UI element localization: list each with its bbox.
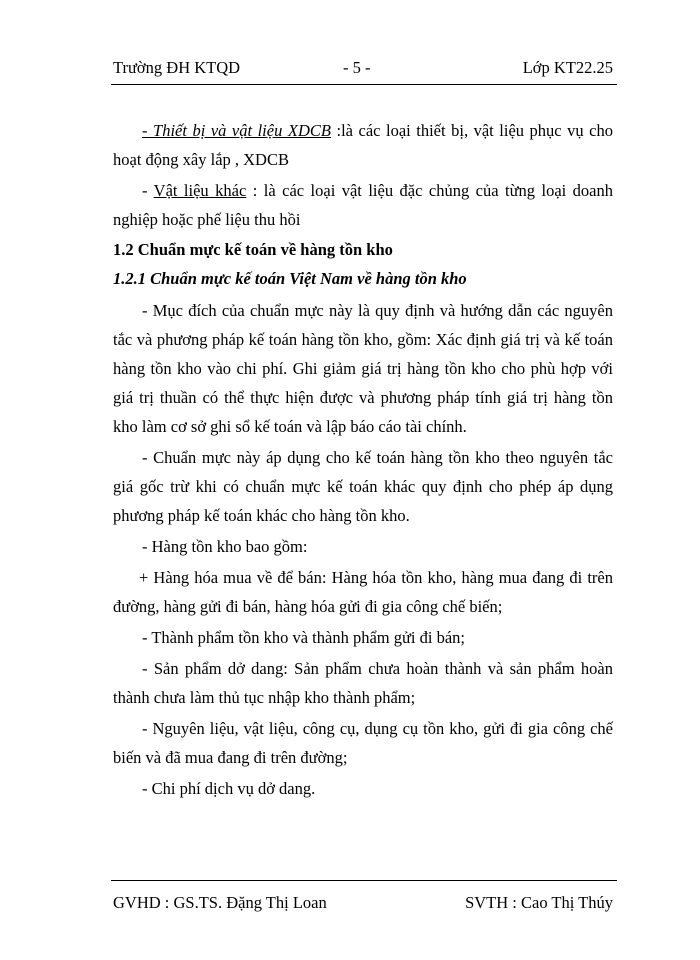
header-divider — [111, 84, 617, 85]
paragraph-scope: - Chuẩn mực này áp dụng cho kế toán hàng tồn kho theo nguyên tắc giá gốc trừ khi có chuẩn mực kế toán khác quy định cho phép áp dụng phương pháp kế toán khác cho hàng tồn kho. — [113, 448, 613, 525]
list-item-services: - Chi phí dịch vụ dở dang. — [142, 779, 316, 798]
dash: - — [142, 181, 154, 200]
list-item-finished-products: - Thành phẩm tồn kho và thành phẩm gửi đi bán; — [142, 628, 465, 647]
paragraph-inventory-includes: - Hàng tồn kho bao gồm: — [142, 537, 308, 556]
list-item-wip: - Sản phẩm dở dang: Sản phẩm chưa hoàn thành và sản phẩm hoàn thành chưa làm thủ tục nhập kho thành phẩm; — [113, 659, 613, 707]
paragraph-equipment — [113, 116, 613, 174]
list-item-materials: - Nguyên liệu, vật liệu, công cụ, dụng cụ tồn kho, gửi đi gia công chế biến và đã mua đang đi trên đường; — [113, 719, 613, 767]
footer-supervisor: GVHD : GS.TS. Đặng Thị Loan — [113, 893, 327, 912]
term-other-materials: Vật liệu khác — [153, 181, 247, 200]
footer-student: SVTH : Cao Thị Thúy — [465, 893, 613, 912]
paragraph-other-materials-text: : là các loại vật liệu đặc chủng của từng loại doanh nghiệp hoặc phế liệu thu hồi — [113, 181, 613, 229]
page-header — [113, 58, 613, 82]
header-school: Trường ĐH KTQD — [113, 58, 241, 77]
footer-divider — [111, 880, 617, 881]
page-footer — [113, 893, 613, 917]
paragraph-equipment-text: :là các loại thiết bị, vật liệu phục vụ cho hoạt động xây lắp , XDCB — [113, 121, 613, 169]
page-number: - 5 - — [343, 58, 371, 77]
term-equipment: - Thiết bị và vật liệu XDCB — [142, 121, 331, 140]
list-item-goods: + Hàng hóa mua về để bán: Hàng hóa tồn kho, hàng mua đang đi trên đường, hàng gửi đi bán, hàng hóa gửi đi gia công chế biến; — [113, 568, 613, 616]
header-class: Lớp KT22.25 — [522, 58, 613, 77]
paragraph-purpose: - Mục đích của chuẩn mực này là quy định và hướng dẫn các nguyên tắc và phương pháp kế toán hàng tồn kho, gồm: Xác định giá trị và kế toán hàng tồn kho vào chi phí. Ghi giảm giá trị hàng tồn kho cho phù hợp với giá trị thuần có thể thực hiện được và phương pháp tính giá trị hàng tồn kho làm cơ sở ghi sổ kế toán và lập báo cáo tài chính. — [113, 301, 613, 436]
page-body — [113, 116, 613, 803]
paragraph-other-materials — [113, 176, 613, 234]
section-heading: 1.2 Chuẩn mực kế toán về hàng tồn kho — [113, 240, 393, 259]
subsection-heading: 1.2.1 Chuẩn mực kế toán Việt Nam về hàng tồn kho — [113, 269, 467, 288]
